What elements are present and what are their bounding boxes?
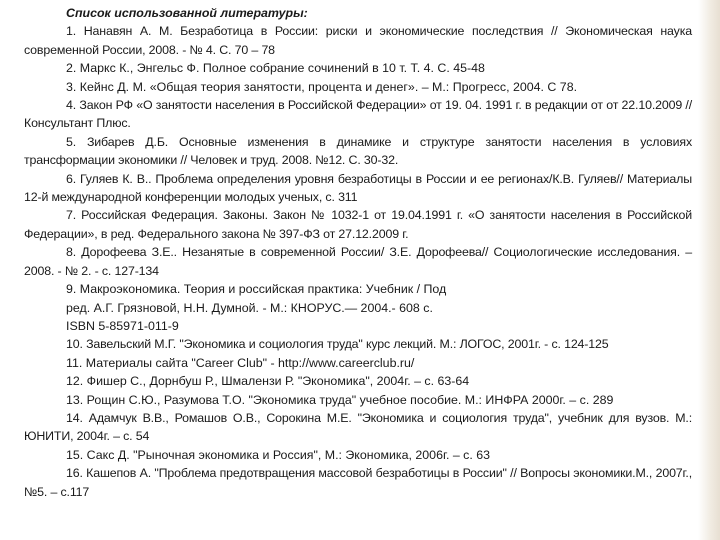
reference-item-9-isbn: ISBN 5-85971-011-9 <box>66 318 179 333</box>
reference-item-9: 9. Макроэкономика. Теория и российская практика: Учебник / Под <box>66 282 447 297</box>
reference-item-12: 12. Фишер С., Дорнбуш Р., Шмалензи Р. "Экономика", 2004г. – с. 63-64 <box>66 374 470 389</box>
reference-item-16: 16. Кашепов А. "Проблема предотвращения массовой безработицы в России" // Вопросы экономики.М., 2007г., №5. – с.117 <box>24 466 692 499</box>
reference-item-13: 13. Рощин С.Ю., Разумова Т.О. "Экономика труда" учебное пособие. М.: ИНФРА 2000г. – с. 289 <box>66 392 614 407</box>
reference-item-8: 8. Дорофеева З.Е.. Незанятые в современной России/ З.Е. Дорофеева// Социологические исследования. – 2008. - № 2. - с. 127-134 <box>24 245 692 278</box>
reference-item-9-line-2: ред. А.Г. Грязновой, Н.Н. Думной. - М.: КНОРУС.— 2004.- 608 с. <box>66 300 433 315</box>
reference-item-11: 11. Материалы сайта "Career Club" - http://www.careerclub.ru/ <box>66 355 415 370</box>
reference-item-7: 7. Российская Федерация. Законы. Закон № 1032-1 от 19.04.1991 г. «О занятости населения в Российской Федерации», в ред. Федерального закона № 397-ФЗ от 27.12.2009 г. <box>24 208 692 241</box>
reference-item-6: 6. Гуляев К. В.. Проблема определения уровня безработицы в России и ее регионах/К.В. Гуляев// Материалы 12-й международной конференции молодых ученых, с. 311 <box>24 171 692 205</box>
reference-item-5: 5. Зибарев Д.Б. Основные изменения в динамике и структуре занятости населения в условиях трансформации экономики // Человек и труд. 2008. №12. С. 30-32. <box>24 134 692 168</box>
reference-item-2: 2. Маркс К., Энгельс Ф. Полное собрание сочинений в 10 т. Т. 4. С. 45-48 <box>66 61 485 76</box>
reference-item-10: 10. Завельский М.Г. "Экономика и социология труда" курс лекций. М.: ЛОГОС, 2001г. - с. 124-125 <box>66 337 609 352</box>
reference-item-3: 3. Кейнс Д. М. «Общая теория занятости, процента и денег». – М.: Прогресс, 2004. С 78. <box>66 79 578 94</box>
reference-item-4: 4. Закон РФ «О занятости населения в Российской Федерации» от 19. 04. 1991 г. в редакции от от 22.10.2009 // Консультант Плюс. <box>24 98 692 131</box>
page-edge-shadow <box>698 0 720 540</box>
reference-item-14: 14. Адамчук В.В., Ромашов О.В., Сорокина М.Е. "Экономика и социология труда", учебник для вузов. М.: ЮНИТИ, 2004г. – с. 54 <box>24 410 692 444</box>
reference-list <box>24 22 692 501</box>
bibliography-title: Список использованной литературы: <box>66 6 308 20</box>
reference-item-1: 1. Нанавян А. М. Безработица в России: риски и экономические последствия // Экономическая наука современной России, 2008. - № 4. С. 70 – 78 <box>24 24 692 57</box>
reference-item-15: 15. Сакс Д. "Рыночная экономика и Россия", М.: Экономика, 2006г. – с. 63 <box>66 447 491 462</box>
bibliography-block <box>24 4 692 501</box>
